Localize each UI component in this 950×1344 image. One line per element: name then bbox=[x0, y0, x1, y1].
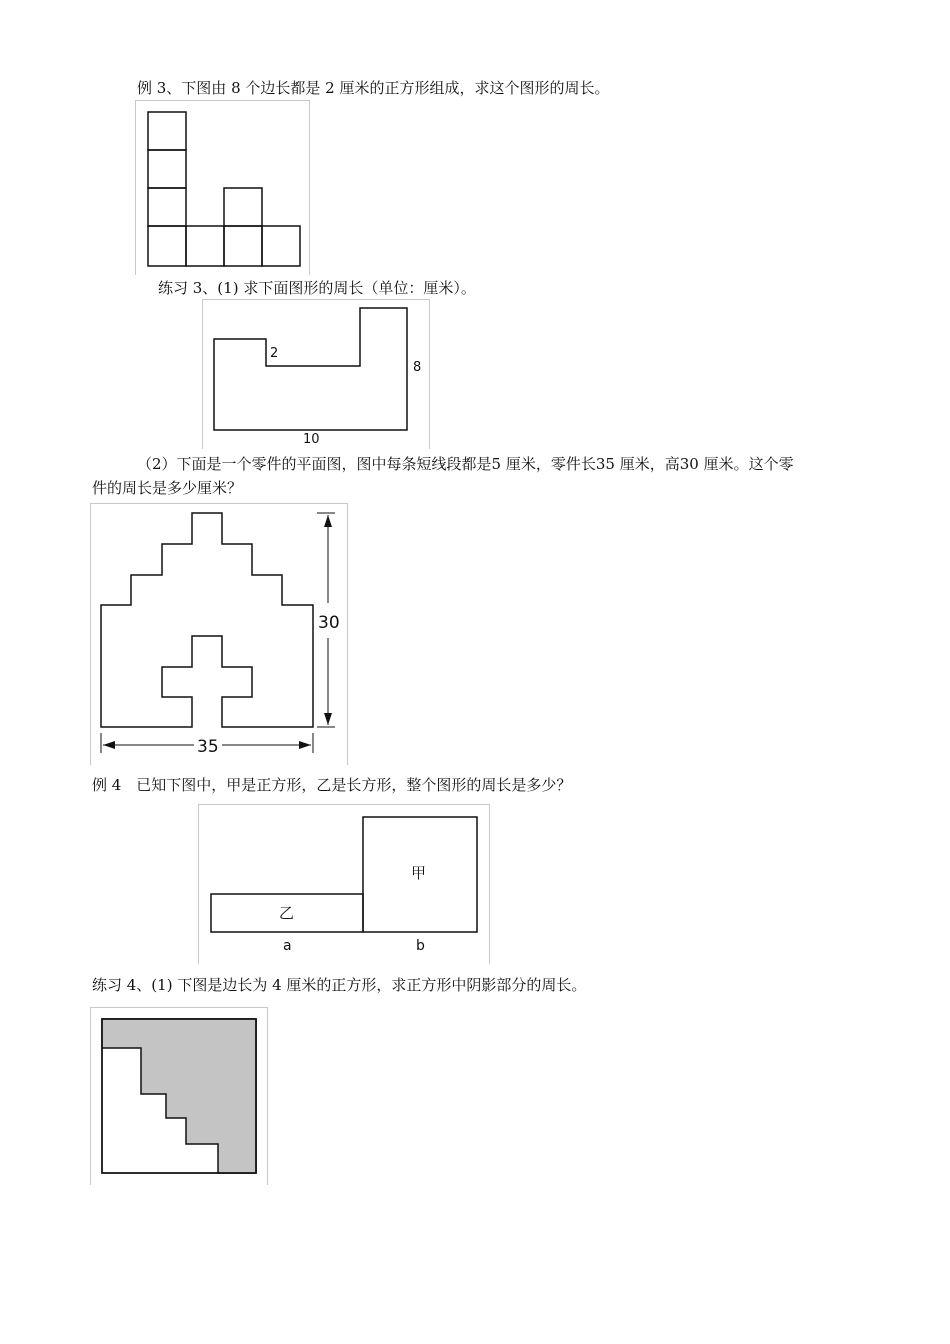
square-cell bbox=[148, 188, 186, 226]
example-4-question: 例 4 已知下图中，甲是正方形，乙是长方形，整个图形的周长是多少？ bbox=[92, 776, 572, 794]
label-jia: 甲 bbox=[411, 864, 427, 882]
example-4-figure bbox=[198, 804, 490, 964]
label-b: b bbox=[416, 938, 425, 954]
example-3-question: 例 3、下图由 8 个边长都是 2 厘米的正方形组成，求这个图形的周长。 bbox=[137, 79, 610, 97]
practice-4-figure bbox=[90, 1007, 268, 1185]
practice-3-q1: 练习 3、(1) 求下面图形的周长（单位：厘米）。 bbox=[158, 279, 476, 297]
label-height: 8 bbox=[413, 360, 422, 375]
label-width: 10 bbox=[303, 432, 320, 447]
label-yi: 乙 bbox=[279, 904, 295, 922]
practice-3-figure-1 bbox=[202, 299, 430, 449]
square-cell bbox=[148, 226, 186, 266]
example-3-figure bbox=[135, 100, 310, 275]
square-cell bbox=[224, 226, 262, 266]
label-width: 35 bbox=[197, 737, 219, 757]
label-height: 30 bbox=[318, 613, 340, 633]
practice-3-q2-line2: 件的周长是多少厘米？ bbox=[92, 479, 243, 497]
part-outline bbox=[101, 513, 313, 727]
square-cell bbox=[186, 226, 224, 266]
u-shape bbox=[214, 308, 407, 430]
practice-4-q1: 练习 4、(1) 下图是边长为 4 厘米的正方形，求正方形中阴影部分的周长。 bbox=[92, 976, 587, 994]
square-cell bbox=[224, 188, 262, 226]
label-a: a bbox=[283, 938, 292, 954]
square-cell bbox=[148, 150, 186, 188]
practice-3-figure-2 bbox=[90, 503, 348, 765]
square-cell bbox=[148, 112, 186, 150]
practice-3-q2-line1: （2）下面是一个零件的平面图，图中每条短线段都是5 厘米，零件长35 厘米，高30 厘米。这个零 bbox=[137, 455, 794, 473]
label-inner: 2 bbox=[270, 346, 279, 361]
square-cell bbox=[262, 226, 300, 266]
